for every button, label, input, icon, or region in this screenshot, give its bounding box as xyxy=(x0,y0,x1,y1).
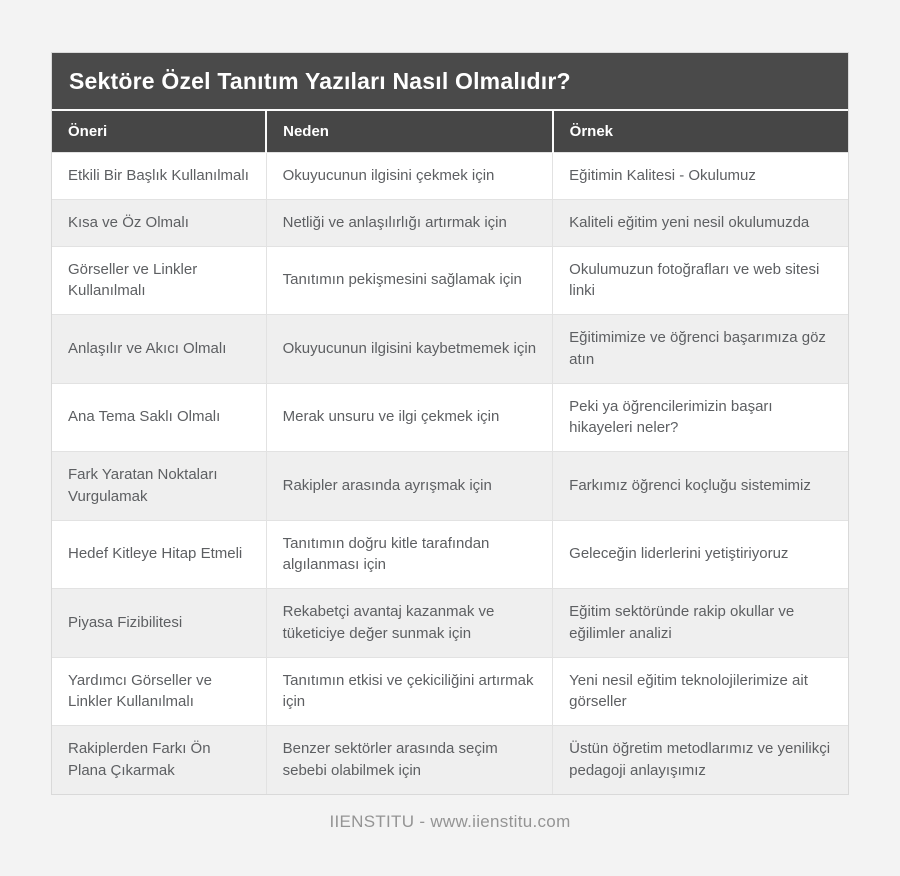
infographic-card xyxy=(51,52,849,795)
cell-neden: Okuyucunun ilgisini çekmek için xyxy=(266,153,553,200)
table-row xyxy=(52,199,848,246)
cell-oneri: Kısa ve Öz Olmalı xyxy=(52,199,266,246)
cell-ornek: Farkımız öğrenci koçluğu sistemimiz xyxy=(553,452,848,521)
cell-neden: Tanıtımın pekişmesini sağlamak için xyxy=(266,246,553,315)
cell-neden: Rakipler arasında ayrışmak için xyxy=(266,452,553,521)
cell-oneri: Etkili Bir Başlık Kullanılmalı xyxy=(52,153,266,200)
table-row xyxy=(52,520,848,589)
cell-oneri: Fark Yaratan Noktaları Vurgulamak xyxy=(52,452,266,521)
cell-neden: Okuyucunun ilgisini kaybetmemek için xyxy=(266,315,553,384)
cell-oneri: Ana Tema Saklı Olmalı xyxy=(52,383,266,452)
cell-neden: Rekabetçi avantaj kazanmak ve tüketiciye değer sunmak için xyxy=(266,589,553,658)
cell-ornek: Geleceğin liderlerini yetiştiriyoruz xyxy=(553,520,848,589)
table-header xyxy=(52,111,848,153)
cell-ornek: Eğitim sektöründe rakip okullar ve eğilimler analizi xyxy=(553,589,848,658)
table-row xyxy=(52,452,848,521)
cell-oneri: Yardımcı Görseller ve Linkler Kullanılmalı xyxy=(52,657,266,726)
cell-ornek: Okulumuzun fotoğrafları ve web sitesi linki xyxy=(553,246,848,315)
cell-neden: Tanıtımın etkisi ve çekiciliğini artırmak için xyxy=(266,657,553,726)
table-row xyxy=(52,315,848,384)
table-row xyxy=(52,657,848,726)
column-header-neden: Neden xyxy=(266,111,553,153)
recommendations-table xyxy=(52,111,848,794)
cell-ornek: Kaliteli eğitim yeni nesil okulumuzda xyxy=(553,199,848,246)
table-row xyxy=(52,726,848,794)
cell-neden: Netliği ve anlaşılırlığı artırmak için xyxy=(266,199,553,246)
cell-neden: Tanıtımın doğru kitle tarafından algılanması için xyxy=(266,520,553,589)
table-body xyxy=(52,153,848,794)
cell-oneri: Piyasa Fizibilitesi xyxy=(52,589,266,658)
cell-ornek: Yeni nesil eğitim teknolojilerimize ait görseller xyxy=(553,657,848,726)
column-header-ornek: Örnek xyxy=(553,111,848,153)
cell-oneri: Anlaşılır ve Akıcı Olmalı xyxy=(52,315,266,384)
cell-oneri: Görseller ve Linkler Kullanılmalı xyxy=(52,246,266,315)
page-title: Sektöre Özel Tanıtım Yazıları Nasıl Olmalıdır? xyxy=(52,53,848,111)
cell-oneri: Hedef Kitleye Hitap Etmeli xyxy=(52,520,266,589)
table-row xyxy=(52,246,848,315)
table-header-row xyxy=(52,111,848,153)
cell-ornek: Üstün öğretim metodlarımız ve yenilikçi pedagoji anlayışımız xyxy=(553,726,848,794)
cell-neden: Benzer sektörler arasında seçim sebebi olabilmek için xyxy=(266,726,553,794)
cell-oneri: Rakiplerden Farkı Ön Plana Çıkarmak xyxy=(52,726,266,794)
table-row xyxy=(52,383,848,452)
cell-ornek: Peki ya öğrencilerimizin başarı hikayeleri neler? xyxy=(553,383,848,452)
table-row xyxy=(52,153,848,200)
source-attribution: IIENSTITU - www.iienstitu.com xyxy=(329,811,571,831)
cell-neden: Merak unsuru ve ilgi çekmek için xyxy=(266,383,553,452)
cell-ornek: Eğitimimize ve öğrenci başarımıza göz atın xyxy=(553,315,848,384)
cell-ornek: Eğitimin Kalitesi - Okulumuz xyxy=(553,153,848,200)
table-row xyxy=(52,589,848,658)
column-header-oneri: Öneri xyxy=(52,111,266,153)
